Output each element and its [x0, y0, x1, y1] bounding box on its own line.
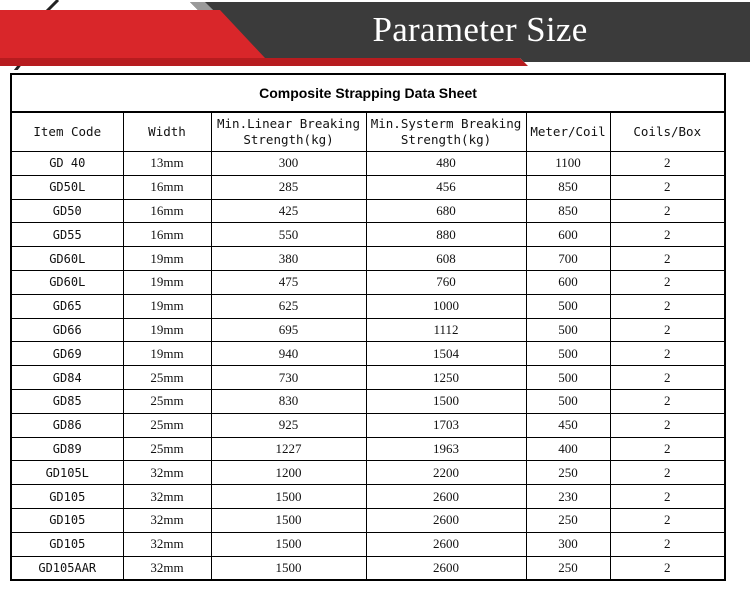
- cell-coils-box: 2: [610, 152, 724, 176]
- sheet-title: Composite Strapping Data Sheet: [12, 75, 724, 113]
- cell-meter-coil: 500: [526, 294, 610, 318]
- table-row: [12, 485, 724, 509]
- cell-coils-box: 2: [610, 366, 724, 390]
- cell-meter-coil: 500: [526, 342, 610, 366]
- data-table: [12, 113, 724, 579]
- cell-item-code: GD55: [12, 223, 123, 247]
- cell-item-code: GD85: [12, 389, 123, 413]
- header-coils-box: Coils/Box: [610, 113, 724, 152]
- cell-system-strength: 608: [366, 247, 526, 271]
- table-row: [12, 556, 724, 579]
- cell-width: 19mm: [123, 247, 211, 271]
- table-row: [12, 508, 724, 532]
- cell-linear-strength: 925: [211, 413, 366, 437]
- cell-item-code: GD84: [12, 366, 123, 390]
- table-row: [12, 389, 724, 413]
- table-row: [12, 342, 724, 366]
- cell-item-code: GD69: [12, 342, 123, 366]
- cell-item-code: GD60L: [12, 247, 123, 271]
- header-system-strength: Min.Systerm Breaking Strength(kg): [366, 113, 526, 152]
- table-row: [12, 152, 724, 176]
- cell-item-code: GD105: [12, 508, 123, 532]
- cell-width: 25mm: [123, 366, 211, 390]
- cell-width: 19mm: [123, 270, 211, 294]
- cell-meter-coil: 230: [526, 485, 610, 509]
- cell-meter-coil: 300: [526, 532, 610, 556]
- cell-meter-coil: 700: [526, 247, 610, 271]
- cell-item-code: GD89: [12, 437, 123, 461]
- cell-linear-strength: 730: [211, 366, 366, 390]
- table-row: [12, 413, 724, 437]
- table-row: [12, 461, 724, 485]
- cell-linear-strength: 830: [211, 389, 366, 413]
- cell-system-strength: 2200: [366, 461, 526, 485]
- cell-item-code: GD105AAR: [12, 556, 123, 579]
- cell-width: 25mm: [123, 437, 211, 461]
- cell-meter-coil: 250: [526, 556, 610, 579]
- cell-coils-box: 2: [610, 532, 724, 556]
- cell-width: 16mm: [123, 223, 211, 247]
- cell-meter-coil: 450: [526, 413, 610, 437]
- cell-width: 25mm: [123, 413, 211, 437]
- cell-system-strength: 1504: [366, 342, 526, 366]
- cell-system-strength: 760: [366, 270, 526, 294]
- cell-linear-strength: 380: [211, 247, 366, 271]
- table-row: [12, 223, 724, 247]
- table-row: [12, 437, 724, 461]
- cell-coils-box: 2: [610, 485, 724, 509]
- header-row: [12, 113, 724, 152]
- table-row: [12, 294, 724, 318]
- cell-system-strength: 1250: [366, 366, 526, 390]
- cell-meter-coil: 600: [526, 223, 610, 247]
- cell-meter-coil: 500: [526, 389, 610, 413]
- table-body: [12, 152, 724, 580]
- cell-linear-strength: 285: [211, 175, 366, 199]
- cell-linear-strength: 1200: [211, 461, 366, 485]
- table-row: [12, 270, 724, 294]
- cell-system-strength: 480: [366, 152, 526, 176]
- cell-system-strength: 1112: [366, 318, 526, 342]
- cell-width: 16mm: [123, 199, 211, 223]
- cell-coils-box: 2: [610, 437, 724, 461]
- cell-item-code: GD105: [12, 485, 123, 509]
- cell-system-strength: 680: [366, 199, 526, 223]
- cell-meter-coil: 600: [526, 270, 610, 294]
- cell-system-strength: 456: [366, 175, 526, 199]
- table-row: [12, 318, 724, 342]
- cell-coils-box: 2: [610, 270, 724, 294]
- banner: [0, 0, 750, 70]
- cell-meter-coil: 250: [526, 508, 610, 532]
- cell-linear-strength: 1500: [211, 485, 366, 509]
- cell-width: 32mm: [123, 485, 211, 509]
- cell-system-strength: 1000: [366, 294, 526, 318]
- cell-coils-box: 2: [610, 413, 724, 437]
- cell-coils-box: 2: [610, 247, 724, 271]
- underline-band: [520, 58, 750, 62]
- cell-system-strength: 2600: [366, 508, 526, 532]
- cell-coils-box: 2: [610, 318, 724, 342]
- cell-item-code: GD86: [12, 413, 123, 437]
- cell-width: 32mm: [123, 556, 211, 579]
- cell-system-strength: 2600: [366, 556, 526, 579]
- header-meter-coil: Meter/Coil: [526, 113, 610, 152]
- table-row: [12, 199, 724, 223]
- cell-item-code: GD60L: [12, 270, 123, 294]
- cell-meter-coil: 1100: [526, 152, 610, 176]
- cell-linear-strength: 425: [211, 199, 366, 223]
- cell-linear-strength: 550: [211, 223, 366, 247]
- page-title: Parameter Size: [372, 10, 588, 49]
- cell-system-strength: 1963: [366, 437, 526, 461]
- cell-width: 19mm: [123, 342, 211, 366]
- cell-linear-strength: 695: [211, 318, 366, 342]
- cell-width: 16mm: [123, 175, 211, 199]
- cell-width: 25mm: [123, 389, 211, 413]
- header-linear-strength: Min.Linear Breaking Strength(kg): [211, 113, 366, 152]
- cell-width: 19mm: [123, 318, 211, 342]
- header-width: Width: [123, 113, 211, 152]
- cell-system-strength: 1703: [366, 413, 526, 437]
- cell-linear-strength: 940: [211, 342, 366, 366]
- cell-coils-box: 2: [610, 508, 724, 532]
- cell-linear-strength: 1500: [211, 532, 366, 556]
- cell-coils-box: 2: [610, 199, 724, 223]
- cell-item-code: GD105: [12, 532, 123, 556]
- cell-coils-box: 2: [610, 461, 724, 485]
- cell-width: 19mm: [123, 294, 211, 318]
- cell-item-code: GD50L: [12, 175, 123, 199]
- cell-coils-box: 2: [610, 389, 724, 413]
- table-row: [12, 366, 724, 390]
- cell-linear-strength: 475: [211, 270, 366, 294]
- cell-system-strength: 880: [366, 223, 526, 247]
- red-band-shadow: [0, 58, 528, 66]
- cell-item-code: GD105L: [12, 461, 123, 485]
- cell-coils-box: 2: [610, 556, 724, 579]
- cell-linear-strength: 1227: [211, 437, 366, 461]
- cell-linear-strength: 1500: [211, 556, 366, 579]
- table-row: [12, 532, 724, 556]
- cell-width: 32mm: [123, 461, 211, 485]
- cell-item-code: GD50: [12, 199, 123, 223]
- cell-coils-box: 2: [610, 342, 724, 366]
- cell-system-strength: 2600: [366, 532, 526, 556]
- cell-system-strength: 2600: [366, 485, 526, 509]
- cell-meter-coil: 500: [526, 318, 610, 342]
- cell-meter-coil: 250: [526, 461, 610, 485]
- cell-linear-strength: 625: [211, 294, 366, 318]
- cell-width: 32mm: [123, 532, 211, 556]
- cell-coils-box: 2: [610, 223, 724, 247]
- data-sheet: [10, 73, 726, 581]
- cell-item-code: GD65: [12, 294, 123, 318]
- cell-width: 13mm: [123, 152, 211, 176]
- cell-coils-box: 2: [610, 294, 724, 318]
- cell-item-code: GD66: [12, 318, 123, 342]
- cell-meter-coil: 400: [526, 437, 610, 461]
- cell-linear-strength: 1500: [211, 508, 366, 532]
- cell-meter-coil: 850: [526, 199, 610, 223]
- cell-item-code: GD 40: [12, 152, 123, 176]
- cell-meter-coil: 500: [526, 366, 610, 390]
- cell-coils-box: 2: [610, 175, 724, 199]
- cell-system-strength: 1500: [366, 389, 526, 413]
- cell-linear-strength: 300: [211, 152, 366, 176]
- table-row: [12, 175, 724, 199]
- cell-width: 32mm: [123, 508, 211, 532]
- header-item-code: Item Code: [12, 113, 123, 152]
- cell-meter-coil: 850: [526, 175, 610, 199]
- table-row: [12, 247, 724, 271]
